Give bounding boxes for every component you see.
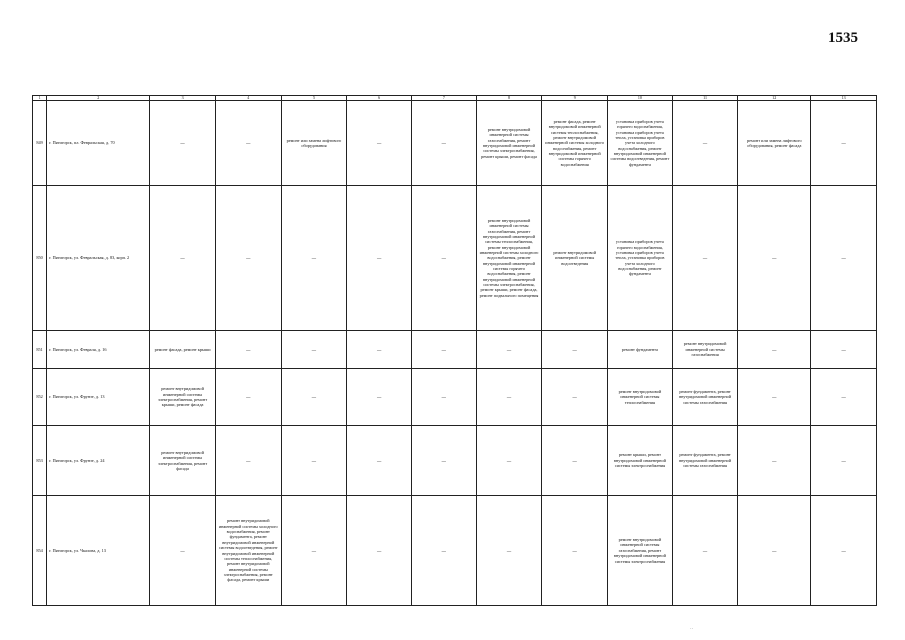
table-cell: — [150,496,216,606]
table-cell: — [411,369,476,426]
table-cell: ремонт фундамента, ремонт внутридомовой инженерной системы газоснабжения [672,369,738,426]
table-cell: — [476,496,542,606]
table-cell: — [738,369,811,426]
column-number: 8 [476,96,542,101]
table-cell: ремонт внутридомовой инженерной системы газоснабжения [672,331,738,369]
column-number: 2 [47,96,150,101]
address-cell: г. Пятигорск, ул. Чкалова, д. 13 [47,496,150,606]
address-cell: г. Пятигорск, ул. Фрунзе, д. 24 [47,426,150,496]
table-cell: ремонт фундамента [608,331,673,369]
table-cell: — [150,186,216,331]
column-number: 6 [347,96,412,101]
row-number: 853 [33,426,47,496]
address-cell: г. Пятигорск, пл. Февральская, д. 70 [47,101,150,186]
table-cell: — [811,426,877,496]
table-cell: — [738,496,811,606]
table-cell: ремонт или замена лифтового оборудования [281,101,347,186]
table-cell: — [672,186,738,331]
table-cell: — [738,331,811,369]
table-cell: — [281,331,347,369]
table-cell: — [476,369,542,426]
table-cell: — [672,496,738,606]
table-cell: — [215,426,281,496]
table-cell: ремонт внутридомовой инженерной системы электроснабжения, ремонт фасада [150,426,216,496]
table-cell: — [542,496,608,606]
table-cell: — [476,331,542,369]
table-cell: — [811,186,877,331]
table-cell: — [150,101,216,186]
table-row [33,331,877,369]
column-number: 11 [672,96,738,101]
table-cell: — [347,496,412,606]
table-cell: — [411,186,476,331]
table-row [33,186,877,331]
table-cell: ремонт фасада, ремонт крыши [150,331,216,369]
table-cell: ремонт фасада, ремонт внутридомовой инженерной системы теплоснабжения, ремонт внутридомовой инженерной системы холодного водоснабжения, ремонт внутридомовой инженерной системы горячего водоснабжения [542,101,608,186]
table-cell: — [281,369,347,426]
table-cell: ремонт или замена лифтового оборудования, ремонт фасада [738,101,811,186]
table-cell: — [411,331,476,369]
table-cell: — [738,426,811,496]
address-cell: г. Пятигорск, ул. Фрунзе, д. 13 [47,369,150,426]
table-cell: — [411,496,476,606]
table-row [33,426,877,496]
table-cell: — [672,101,738,186]
table-cell: — [347,186,412,331]
table-row [33,101,877,186]
column-number: 4 [215,96,281,101]
table-cell: — [281,496,347,606]
table-cell: — [215,186,281,331]
table-cell: ремонт внутридомовой инженерной системы холодного водоснабжения, ремонт фундамента, ремонт внутридомовой инженерной системы водоотведения, ремонт внутридомовой инженерной системы теплоснабжения, ремонт внутридомовой инженерной системы электроснабжения, ремонт фасада, ремонт крыши [215,496,281,606]
column-number: 7 [411,96,476,101]
table-cell: ремонт внутридомовой инженерной системы теплоснабжения [608,369,673,426]
table-cell: — [347,331,412,369]
table-cell: ремонт крыши, ремонт внутридомовой инженерной системы электроснабжения [608,426,673,496]
row-number: 852 [33,369,47,426]
scan-artifact: ·· [690,627,694,632]
table-cell: — [811,331,877,369]
table-cell: — [811,496,877,606]
row-number: 850 [33,186,47,331]
table-cell: — [281,186,347,331]
table-cell: — [347,369,412,426]
row-number: 851 [33,331,47,369]
column-number: 12 [738,96,811,101]
table-cell: — [476,426,542,496]
table-cell: — [542,369,608,426]
table-cell: — [738,186,811,331]
table-cell: — [411,426,476,496]
table-cell: — [215,101,281,186]
table-cell: — [811,369,877,426]
column-number: 13 [811,96,877,101]
table-cell: — [347,101,412,186]
row-number: 854 [33,496,47,606]
table-cell: установка приборов учета горячего водоснабжения, установка приборов учета тепла, установка приборов учета холодного водоснабжения, ремонт фундамента [608,186,673,331]
table-cell: — [811,101,877,186]
column-number: 9 [542,96,608,101]
table-cell: — [411,101,476,186]
table-cell: — [542,426,608,496]
column-number: 10 [608,96,673,101]
table-cell: ремонт внутридомовой инженерной системы газоснабжения, ремонт внутридомовой инженерной системы электроснабжения, ремонт крыши, ремонт фасада [476,101,542,186]
table-row [33,496,877,606]
table-cell: ремонт фундамента, ремонт внутридомовой инженерной системы газоснабжения [672,426,738,496]
table-cell: — [281,426,347,496]
table-cell: установка приборов учета горячего водоснабжения, установка приборов учета тепла, установка приборов учета холодного водоснабжения, ремонт внутридомовой инженерной системы водоотведения, ремонт фундамента [608,101,673,186]
column-number: 1 [33,96,47,101]
column-number: 5 [281,96,347,101]
table-cell: ремонт внутридомовой инженерной системы электроснабжения, ремонт крыши, ремонт фасада [150,369,216,426]
address-cell: г. Пятигорск, ул. Февраля, д. 16 [47,331,150,369]
column-number: 3 [150,96,216,101]
table-cell: ремонт внутридомовой инженерной системы водоотведения [542,186,608,331]
table-cell: — [215,369,281,426]
page-number: 1535 [828,30,858,46]
table-cell: ремонт внутридомовой инженерной системы газоснабжения, ремонт внутридомовой инженерной системы электроснабжения [608,496,673,606]
table-cell: — [542,331,608,369]
table-cell: — [215,331,281,369]
table-cell: ремонт внутридомовой инженерной системы газоснабжения, ремонт внутридомовой инженерной системы теплоснабжения, ремонт внутридомовой инженерной системы холодного водоснабжения, ремонт внутридомовой инженерной системы горячего водоснабжения, ремонт внутридомовой инженерной системы электроснабжения, ремонт крыши, ремонт фасада, ремонт подвального помещения [476,186,542,331]
address-cell: г. Пятигорск, ул. Февральская, д. 83, корп. 2 [47,186,150,331]
row-number: 849 [33,101,47,186]
table-cell: — [347,426,412,496]
table-row [33,369,877,426]
repair-schedule-table [32,95,877,606]
